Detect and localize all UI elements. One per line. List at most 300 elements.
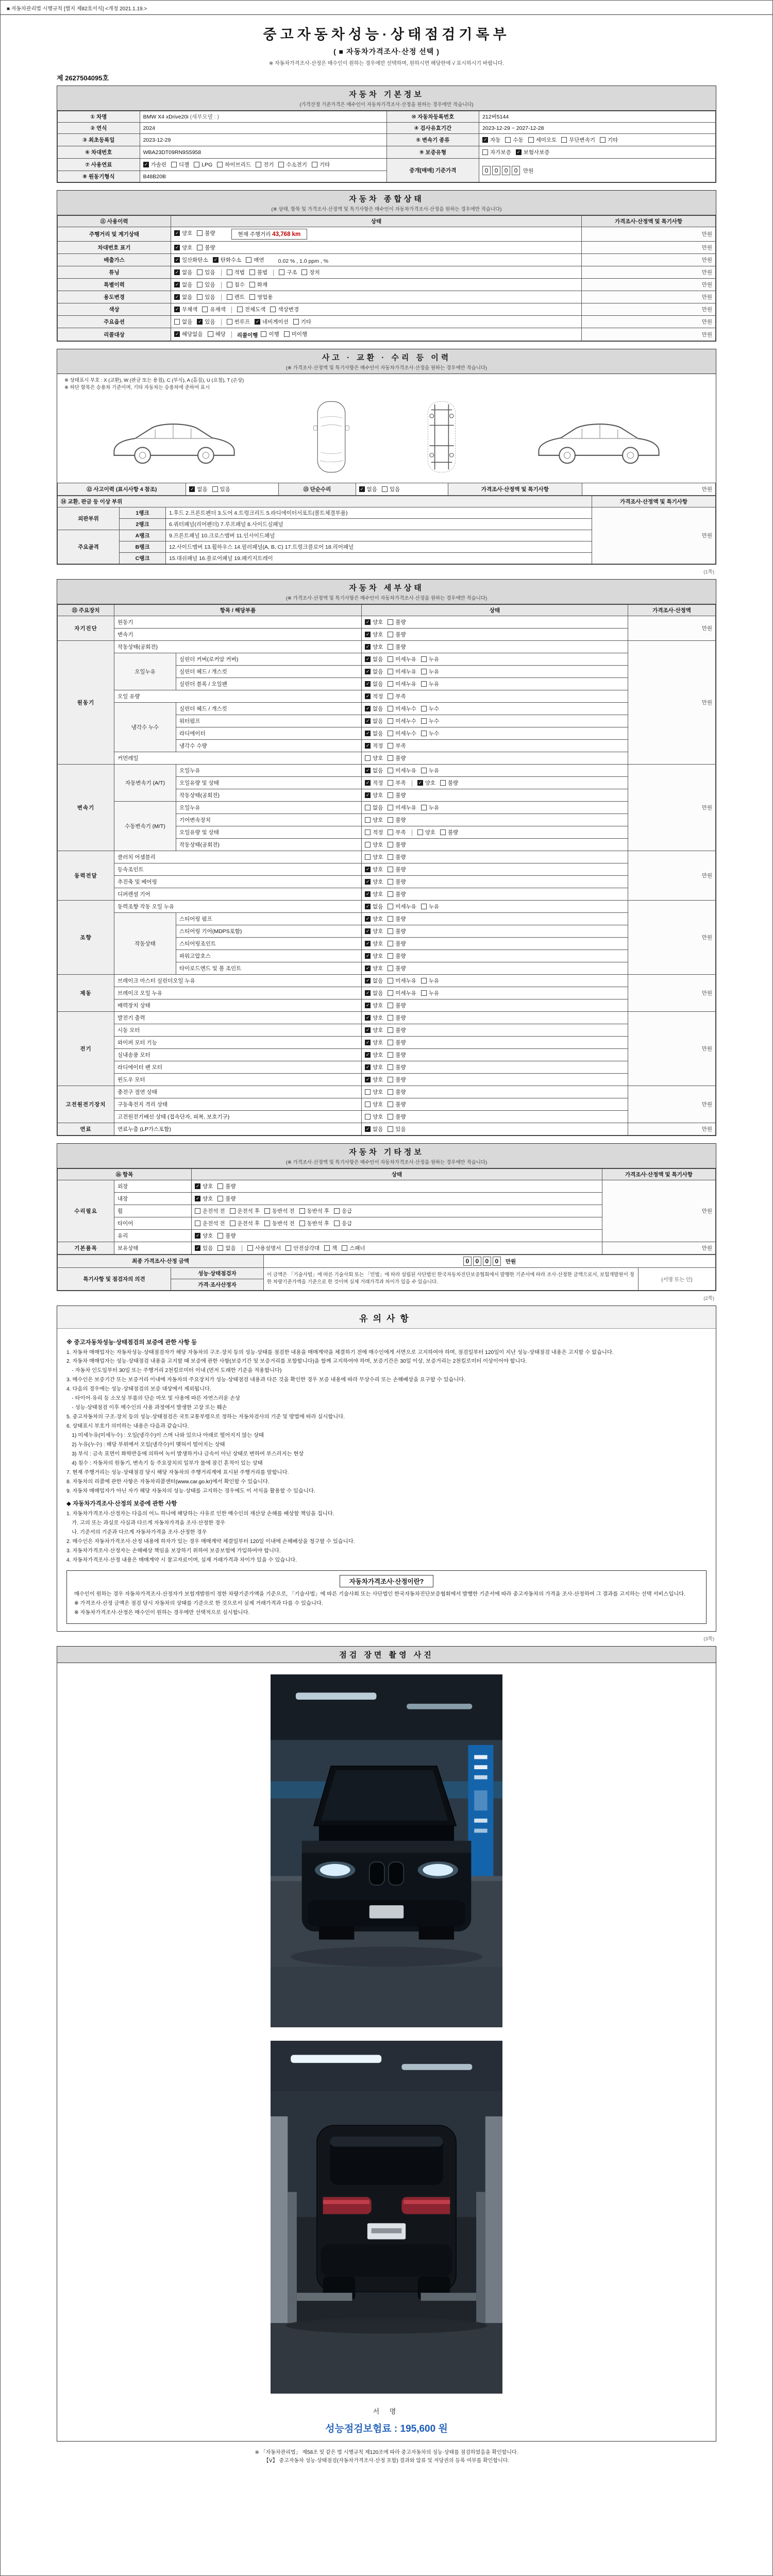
checkbox-empty-icon[interactable] [388,731,393,736]
checkbox-option-없음[interactable] [365,804,383,811]
checkbox-option-불량[interactable] [388,1039,406,1046]
checkbox-empty-icon[interactable] [421,681,427,687]
checkbox-option-양호[interactable] [365,643,383,651]
checkbox-option-잭[interactable] [324,1244,337,1252]
checkbox-option-없음[interactable] [365,680,383,688]
checkbox-checked-icon[interactable] [195,1196,200,1201]
checkbox-option-누유[interactable] [421,668,439,675]
checkbox-option-양호[interactable] [174,229,192,237]
checkbox-option-무채색[interactable] [174,306,197,313]
checkbox-option-미세누유[interactable] [388,989,416,997]
checkbox-empty-icon[interactable] [421,978,427,984]
checkbox-option-기타[interactable] [293,318,311,326]
checkbox-empty-icon[interactable] [388,1126,393,1132]
checkbox-option-불량[interactable] [388,1002,406,1009]
checkbox-checked-icon[interactable] [365,681,371,687]
checkbox-checked-icon[interactable] [174,282,180,287]
checkbox-checked-icon[interactable] [365,706,371,711]
checkbox-option-없음[interactable] [365,655,383,663]
checkbox-option-불량[interactable] [388,964,406,972]
checkbox-checked-icon[interactable] [174,269,180,275]
checkbox-empty-icon[interactable] [388,1027,393,1033]
checkbox-empty-icon[interactable] [388,1052,393,1058]
checkbox-empty-icon[interactable] [365,854,371,860]
checkbox-empty-icon[interactable] [365,842,371,848]
checkbox-option-부족[interactable] [388,742,406,750]
checkbox-option-있음[interactable] [197,293,215,301]
checkbox-option-양호[interactable] [365,1100,383,1108]
checkbox-checked-icon[interactable] [365,619,371,625]
checkbox-option-동반석 후[interactable] [299,1207,330,1215]
checkbox-empty-icon[interactable] [285,1245,291,1251]
checkbox-empty-icon[interactable] [600,137,606,143]
checkbox-empty-icon[interactable] [293,319,299,325]
checkbox-empty-icon[interactable] [561,137,567,143]
checkbox-empty-icon[interactable] [230,1221,236,1226]
checkbox-option-누유[interactable] [421,804,439,811]
checkbox-option-사용설명서[interactable] [247,1244,281,1252]
checkbox-checked-icon[interactable] [365,768,371,773]
checkbox-empty-icon[interactable] [388,619,393,625]
checkbox-option-해당[interactable] [208,330,226,338]
checkbox-empty-icon[interactable] [299,1208,305,1214]
checkbox-empty-icon[interactable] [421,768,427,773]
checkbox-empty-icon[interactable] [284,331,290,337]
checkbox-option-양호[interactable] [365,853,383,861]
checkbox-option-동반석 전[interactable] [264,1219,295,1227]
checkbox-checked-icon[interactable] [195,1233,200,1239]
checkbox-empty-icon[interactable] [482,149,488,155]
checkbox-checked-icon[interactable] [365,978,371,984]
checkbox-empty-icon[interactable] [440,780,446,786]
checkbox-empty-icon[interactable] [388,978,393,984]
checkbox-option-불량[interactable] [388,1088,406,1096]
checkbox-empty-icon[interactable] [227,282,232,287]
checkbox-checked-icon[interactable] [365,644,371,650]
checkbox-empty-icon[interactable] [388,1015,393,1021]
checkbox-option-없음[interactable] [217,1244,236,1252]
checkbox-option-불법[interactable] [249,268,267,276]
checkbox-checked-icon[interactable] [365,1040,371,1045]
checkbox-option-양호[interactable] [174,244,192,251]
checkbox-checked-icon[interactable] [365,669,371,674]
checkbox-option-없음[interactable] [189,485,207,493]
checkbox-option-기타[interactable] [600,136,618,144]
checkbox-checked-icon[interactable] [365,916,371,922]
checkbox-empty-icon[interactable] [217,1183,223,1189]
checkbox-empty-icon[interactable] [261,331,266,337]
checkbox-empty-icon[interactable] [440,829,446,835]
checkbox-checked-icon[interactable] [365,1052,371,1058]
checkbox-option-일산화탄소[interactable] [174,256,208,264]
checkbox-empty-icon[interactable] [417,829,423,835]
checkbox-empty-icon[interactable] [388,1077,393,1082]
checkbox-checked-icon[interactable] [174,294,180,300]
checkbox-empty-icon[interactable] [388,1101,393,1107]
checkbox-checked-icon[interactable] [195,1183,200,1189]
checkbox-checked-icon[interactable] [174,307,180,312]
checkbox-option-양호[interactable] [365,866,383,873]
checkbox-empty-icon[interactable] [324,1245,330,1251]
checkbox-empty-icon[interactable] [237,307,243,312]
checkbox-option-없음[interactable] [365,977,383,985]
checkbox-empty-icon[interactable] [249,269,255,275]
checkbox-option-있음[interactable] [197,268,215,276]
checkbox-empty-icon[interactable] [388,953,393,959]
checkbox-empty-icon[interactable] [342,1245,347,1251]
checkbox-option-보험사보증[interactable] [516,148,550,156]
checkbox-checked-icon[interactable] [197,319,203,325]
checkbox-checked-icon[interactable] [365,632,371,637]
checkbox-option-없음[interactable] [365,668,383,675]
checkbox-option-기타[interactable] [312,161,330,168]
checkbox-empty-icon[interactable] [365,1114,371,1120]
checkbox-empty-icon[interactable] [227,269,232,275]
checkbox-option-누수[interactable] [421,730,439,737]
checkbox-option-운전석 후[interactable] [230,1207,260,1215]
checkbox-checked-icon[interactable] [213,257,219,263]
checkbox-empty-icon[interactable] [197,245,203,250]
checkbox-empty-icon[interactable] [421,656,427,662]
checkbox-option-양호[interactable] [365,754,383,762]
checkbox-empty-icon[interactable] [230,1208,236,1214]
checkbox-empty-icon[interactable] [388,669,393,674]
checkbox-option-불량[interactable] [388,952,406,960]
checkbox-checked-icon[interactable] [417,780,423,786]
checkbox-empty-icon[interactable] [388,681,393,687]
checkbox-option-양호[interactable] [365,816,383,824]
checkbox-empty-icon[interactable] [249,282,255,287]
checkbox-option-불량[interactable] [197,244,215,251]
checkbox-option-누유[interactable] [421,989,439,997]
checkbox-option-누유[interactable] [421,680,439,688]
checkbox-option-양호[interactable] [195,1195,213,1202]
checkbox-checked-icon[interactable] [195,1245,200,1251]
checkbox-option-LPG[interactable] [194,162,212,168]
checkbox-empty-icon[interactable] [365,829,371,835]
checkbox-option-없음[interactable] [174,318,192,326]
checkbox-option-불량[interactable] [440,779,458,787]
checkbox-checked-icon[interactable] [174,331,180,337]
checkbox-checked-icon[interactable] [365,780,371,786]
checkbox-empty-icon[interactable] [421,904,427,909]
checkbox-option-미세누유[interactable] [388,655,416,663]
checkbox-option-화재[interactable] [249,281,267,289]
checkbox-option-없음[interactable] [174,281,192,289]
checkbox-option-없음[interactable] [174,268,192,276]
checkbox-empty-icon[interactable] [256,162,261,167]
checkbox-option-불량[interactable] [388,618,406,626]
checkbox-option-침수[interactable] [227,281,245,289]
checkbox-option-없음[interactable] [365,730,383,737]
checkbox-empty-icon[interactable] [388,854,393,860]
checkbox-checked-icon[interactable] [482,137,488,143]
checkbox-option-양호[interactable] [365,618,383,626]
checkbox-option-누수[interactable] [421,705,439,713]
checkbox-empty-icon[interactable] [421,805,427,810]
checkbox-option-있음[interactable] [212,485,230,493]
checkbox-option-불량[interactable] [388,866,406,873]
checkbox-checked-icon[interactable] [365,1077,371,1082]
checkbox-checked-icon[interactable] [365,891,371,897]
checkbox-option-부족[interactable] [388,692,406,700]
checkbox-empty-icon[interactable] [388,768,393,773]
checkbox-option-적정[interactable] [365,742,383,750]
checkbox-empty-icon[interactable] [365,1101,371,1107]
checkbox-option-미세누유[interactable] [388,668,416,675]
checkbox-option-스패너[interactable] [342,1244,365,1252]
checkbox-option-적정[interactable] [365,692,383,700]
checkbox-empty-icon[interactable] [421,669,427,674]
checkbox-option-양호[interactable] [365,791,383,799]
checkbox-option-양호[interactable] [195,1232,213,1240]
checkbox-option-불량[interactable] [388,1076,406,1083]
checkbox-empty-icon[interactable] [388,941,393,946]
checkbox-empty-icon[interactable] [299,1221,305,1226]
checkbox-empty-icon[interactable] [194,162,199,167]
checkbox-empty-icon[interactable] [217,162,223,167]
checkbox-option-양호[interactable] [365,1088,383,1096]
checkbox-checked-icon[interactable] [365,1003,371,1008]
checkbox-empty-icon[interactable] [197,294,203,300]
checkbox-empty-icon[interactable] [365,1089,371,1095]
checkbox-option-양호[interactable] [365,927,383,935]
checkbox-empty-icon[interactable] [197,230,203,236]
checkbox-checked-icon[interactable] [365,693,371,699]
checkbox-checked-icon[interactable] [365,965,371,971]
checkbox-option-전체도색[interactable] [237,306,266,313]
checkbox-option-구조[interactable] [279,268,297,276]
checkbox-option-양호[interactable] [365,1026,383,1034]
checkbox-empty-icon[interactable] [365,755,371,761]
checkbox-option-누수[interactable] [421,717,439,725]
checkbox-option-없음[interactable] [359,485,377,493]
checkbox-empty-icon[interactable] [382,486,388,492]
checkbox-empty-icon[interactable] [388,792,393,798]
checkbox-option-양호[interactable] [365,1051,383,1059]
checkbox-option-누유[interactable] [421,903,439,910]
checkbox-option-미세누유[interactable] [388,804,416,811]
checkbox-checked-icon[interactable] [365,928,371,934]
checkbox-empty-icon[interactable] [270,307,276,312]
checkbox-option-네비게이션[interactable] [255,318,289,326]
checkbox-option-미세누유[interactable] [388,680,416,688]
checkbox-checked-icon[interactable] [189,486,195,492]
checkbox-option-양호[interactable] [417,828,435,836]
checkbox-option-누유[interactable] [421,767,439,774]
checkbox-checked-icon[interactable] [174,230,180,236]
checkbox-empty-icon[interactable] [388,829,393,835]
checkbox-option-양호[interactable] [365,631,383,638]
checkbox-option-불량[interactable] [388,853,406,861]
checkbox-empty-icon[interactable] [388,817,393,823]
checkbox-option-부족[interactable] [388,828,406,836]
checkbox-option-부족[interactable] [388,779,406,787]
checkbox-option-누유[interactable] [421,655,439,663]
checkbox-option-미세누수[interactable] [388,705,416,713]
checkbox-option-없음[interactable] [365,767,383,774]
checkbox-option-양호[interactable] [417,779,435,787]
checkbox-option-있음[interactable] [197,281,215,289]
checkbox-option-디젤[interactable] [171,161,189,168]
checkbox-checked-icon[interactable] [365,731,371,736]
checkbox-checked-icon[interactable] [365,904,371,909]
checkbox-option-불량[interactable] [388,754,406,762]
checkbox-option-양호[interactable] [365,1014,383,1022]
checkbox-option-불량[interactable] [197,229,215,237]
checkbox-option-없음[interactable] [365,903,383,910]
checkbox-empty-icon[interactable] [528,137,534,143]
checkbox-empty-icon[interactable] [388,990,393,996]
checkbox-empty-icon[interactable] [246,257,251,263]
checkbox-option-응급[interactable] [334,1219,352,1227]
checkbox-empty-icon[interactable] [279,269,284,275]
checkbox-option-색상변경[interactable] [270,306,299,313]
checkbox-option-양호[interactable] [365,915,383,923]
checkbox-empty-icon[interactable] [264,1208,270,1214]
checkbox-option-불량[interactable] [388,890,406,898]
checkbox-empty-icon[interactable] [264,1221,270,1226]
checkbox-option-동반석 후[interactable] [299,1219,330,1227]
checkbox-option-세미오토[interactable] [528,136,557,144]
checkbox-option-자가보증[interactable] [482,148,511,156]
checkbox-empty-icon[interactable] [388,805,393,810]
checkbox-empty-icon[interactable] [388,743,393,749]
checkbox-empty-icon[interactable] [227,294,232,300]
checkbox-option-양호[interactable] [365,841,383,849]
checkbox-option-불량[interactable] [217,1182,236,1190]
checkbox-checked-icon[interactable] [365,792,371,798]
checkbox-option-하이브리드[interactable] [217,161,251,168]
checkbox-empty-icon[interactable] [388,755,393,761]
checkbox-checked-icon[interactable] [365,867,371,872]
checkbox-option-수소전기[interactable] [278,161,307,168]
checkbox-empty-icon[interactable] [217,1196,223,1201]
checkbox-option-양호[interactable] [365,1002,383,1009]
checkbox-option-불량[interactable] [388,631,406,638]
checkbox-option-없음[interactable] [365,717,383,725]
checkbox-empty-icon[interactable] [388,916,393,922]
checkbox-option-적법[interactable] [227,268,245,276]
checkbox-option-미세누유[interactable] [388,903,416,910]
checkbox-option-매연[interactable] [246,256,264,264]
checkbox-option-불량[interactable] [388,1026,406,1034]
checkbox-option-있음[interactable] [197,318,215,326]
checkbox-option-응급[interactable] [334,1207,352,1215]
checkbox-empty-icon[interactable] [421,718,427,724]
checkbox-empty-icon[interactable] [421,990,427,996]
checkbox-option-불량[interactable] [388,940,406,947]
checkbox-option-탄화수소[interactable] [213,256,242,264]
checkbox-empty-icon[interactable] [247,1245,253,1251]
checkbox-option-양호[interactable] [365,890,383,898]
checkbox-empty-icon[interactable] [388,842,393,848]
checkbox-checked-icon[interactable] [365,879,371,885]
checkbox-option-없음[interactable] [365,1125,383,1133]
checkbox-option-자동[interactable] [482,136,500,144]
checkbox-empty-icon[interactable] [212,486,218,492]
checkbox-checked-icon[interactable] [365,718,371,724]
checkbox-empty-icon[interactable] [202,307,208,312]
checkbox-empty-icon[interactable] [388,718,393,724]
checkbox-option-전기[interactable] [256,161,274,168]
checkbox-option-이행[interactable] [261,330,279,338]
checkbox-empty-icon[interactable] [388,1064,393,1070]
checkbox-empty-icon[interactable] [388,867,393,872]
checkbox-option-운전석 후[interactable] [230,1219,260,1227]
checkbox-empty-icon[interactable] [388,891,393,897]
checkbox-option-불량[interactable] [388,1100,406,1108]
checkbox-option-불량[interactable] [388,1014,406,1022]
checkbox-option-불량[interactable] [388,1051,406,1059]
checkbox-option-불량[interactable] [217,1232,236,1240]
checkbox-empty-icon[interactable] [388,879,393,885]
checkbox-option-안전삼각대[interactable] [285,1244,320,1252]
checkbox-option-불량[interactable] [388,1063,406,1071]
checkbox-empty-icon[interactable] [388,1089,393,1095]
checkbox-checked-icon[interactable] [174,245,180,250]
checkbox-empty-icon[interactable] [388,644,393,650]
checkbox-empty-icon[interactable] [249,294,255,300]
checkbox-option-없음[interactable] [365,989,383,997]
checkbox-option-미세누수[interactable] [388,717,416,725]
checkbox-option-불량[interactable] [388,915,406,923]
checkbox-empty-icon[interactable] [421,706,427,711]
checkbox-option-양호[interactable] [195,1182,213,1190]
checkbox-empty-icon[interactable] [197,282,203,287]
checkbox-option-불량[interactable] [388,878,406,886]
checkbox-option-있음[interactable] [382,485,400,493]
checkbox-empty-icon[interactable] [227,319,232,325]
checkbox-option-가솔린[interactable] [143,161,166,168]
checkbox-empty-icon[interactable] [505,137,511,143]
checkbox-checked-icon[interactable] [365,990,371,996]
checkbox-empty-icon[interactable] [388,1003,393,1008]
checkbox-option-동반석 전[interactable] [264,1207,295,1215]
checkbox-checked-icon[interactable] [365,1027,371,1033]
checkbox-option-불량[interactable] [217,1195,236,1202]
checkbox-option-유채색[interactable] [202,306,225,313]
checkbox-option-미세누유[interactable] [388,977,416,985]
checkbox-empty-icon[interactable] [388,904,393,909]
checkbox-option-불량[interactable] [440,828,458,836]
checkbox-option-누유[interactable] [421,977,439,985]
checkbox-empty-icon[interactable] [208,331,213,337]
checkbox-checked-icon[interactable] [174,257,180,263]
checkbox-option-불량[interactable] [388,841,406,849]
checkbox-empty-icon[interactable] [421,731,427,736]
checkbox-empty-icon[interactable] [195,1208,200,1214]
checkbox-checked-icon[interactable] [365,953,371,959]
checkbox-option-적정[interactable] [365,779,383,787]
checkbox-option-양호[interactable] [365,1076,383,1083]
checkbox-option-양호[interactable] [365,952,383,960]
checkbox-checked-icon[interactable] [365,656,371,662]
checkbox-checked-icon[interactable] [365,941,371,946]
checkbox-option-미세누유[interactable] [388,767,416,774]
checkbox-checked-icon[interactable] [143,162,149,167]
checkbox-option-썬루프[interactable] [227,318,250,326]
checkbox-empty-icon[interactable] [312,162,317,167]
checkbox-empty-icon[interactable] [197,269,203,275]
checkbox-option-운전석 전[interactable] [195,1207,225,1215]
checkbox-checked-icon[interactable] [365,1126,371,1132]
checkbox-empty-icon[interactable] [171,162,177,167]
checkbox-empty-icon[interactable] [388,656,393,662]
checkbox-empty-icon[interactable] [388,965,393,971]
checkbox-empty-icon[interactable] [388,928,393,934]
checkbox-option-미이행[interactable] [284,330,307,338]
